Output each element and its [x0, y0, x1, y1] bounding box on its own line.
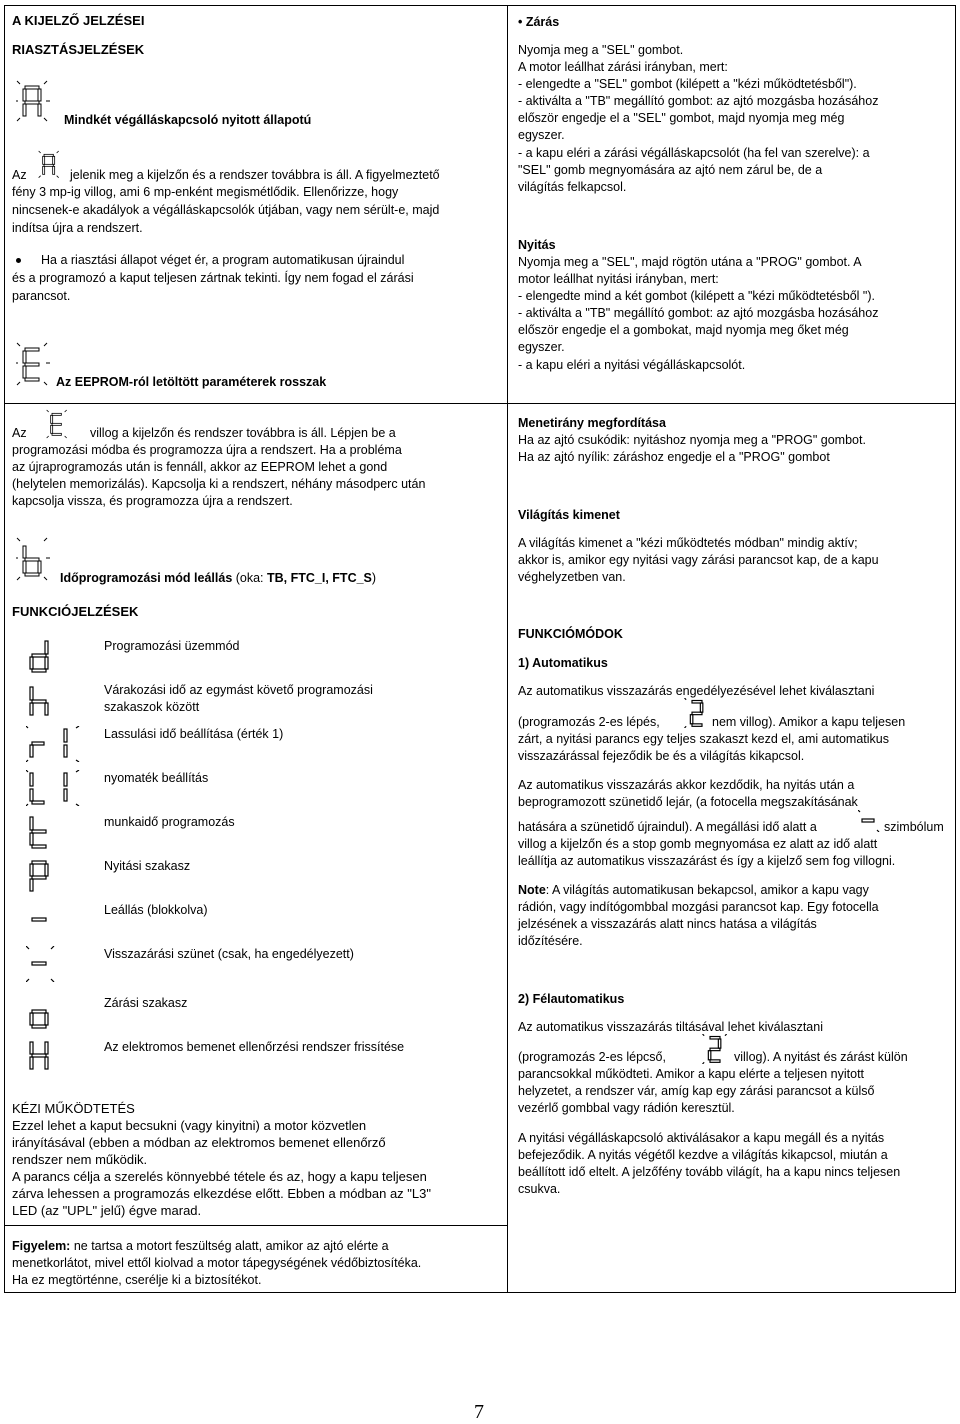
- seven-segment-P-icon: [26, 858, 56, 894]
- alarm3-label: [60, 570, 376, 587]
- light-line: A világítás kimenet a "kézi működtetés módban" mindig aktív;: [518, 536, 858, 550]
- open-line: - elengedte mind a két gombot (kilépett a "kézi működtetésből ").: [518, 289, 875, 303]
- section-divider: [4, 403, 956, 404]
- open-line: először engedje el a gombokat, majd nyomja meg őket még: [518, 323, 849, 337]
- note-line: [518, 882, 869, 899]
- auto-p3-end: leállítja az automatikus visszazárást és így a kijelző sem fog villogni.: [518, 854, 896, 868]
- alarm1-para-prefix: Az: [12, 168, 27, 182]
- reverse-heading: Menetirány megfordítása: [518, 416, 666, 430]
- close-line: - a kapu eléri a zárási végálláskapcsolót (ha fel van szerelve): a: [518, 146, 870, 160]
- function-label: Lassulási idő beállítása (érték 1): [104, 727, 284, 741]
- warning-line: menetkorlátot, mivel ettől kiolvad a motor tápegységének védőbiztosítéka.: [12, 1256, 422, 1270]
- seven-segment-H-icon: [26, 1038, 56, 1074]
- auto-line: Az automatikus visszazárás engedélyezésével lehet kiválasztani: [518, 684, 875, 698]
- warning-bold: Figyelem:: [12, 1239, 71, 1253]
- function-label: Nyitási szakasz: [104, 859, 191, 873]
- seven-segment-A-icon: [38, 150, 62, 180]
- modes-heading: FUNKCIÓMÓDOK: [518, 627, 623, 641]
- semi-p2-line: parancsokkal működteti. Amikor a kapu elérte a teljesen nyitott: [518, 1067, 865, 1081]
- note-text: : A világítás automatikusan bekapcsol, amikor a kapu vagy: [545, 883, 869, 897]
- auto-p3-line: beprogramozott szünetidő lejár, (a fotocella megszakításának: [518, 795, 858, 809]
- open-heading: Nyitás: [518, 238, 556, 252]
- note-line: rádión, vagy indítógombbal mozgási parancsot kap. Egy fotocella: [518, 900, 879, 914]
- light-heading: Világítás kimenet: [518, 508, 620, 522]
- semi-p2-line: vezérlő gombbal vagy rádión keresztül.: [518, 1101, 735, 1115]
- auto-p3-line: Az automatikus visszazárás akkor kezdődik, ha nyitás után a: [518, 778, 855, 792]
- function-label: munkaidő programozás: [104, 815, 235, 829]
- seven-segment-E-icon: [16, 342, 52, 386]
- bullet-line: és a programozó a kaput teljesen zártnak tekinti. Így nem fogad el zárási: [12, 271, 414, 285]
- semi-p2-post: villog). A nyitást és zárást külön: [734, 1050, 908, 1064]
- func-heading: FUNKCIÓJELZÉSEK: [12, 604, 139, 619]
- dash-blink-icon: [858, 810, 880, 832]
- alarm1-para-line: fény 3 mp-ig villog, ami 6 mp-enként megismétlődik. Ellenőrizze, hogy: [12, 185, 399, 199]
- semi-line: Az automatikus visszazárás tiltásával lehet kiválasztani: [518, 1020, 823, 1034]
- open-line: Nyomja meg a "SEL", majd rögtön utána a "PROG" gombot. A: [518, 255, 862, 269]
- open-line: - a kapu eléri a nyitási végálláskapcsolót.: [518, 358, 746, 372]
- page-title: A KIJELZŐ JELZÉSEI: [12, 13, 145, 28]
- manual-line: LED (az "UPL" jelű) égve marad.: [12, 1203, 202, 1218]
- light-line: akkor is, amikor egy nyitási vagy zárási parancsot kap, de a kapu: [518, 553, 879, 567]
- alarm2-para-line: kapcsolja vissza, és programozza újra a rendszert.: [12, 494, 293, 508]
- semi-p2-pre: (programozás 2-es lépcső,: [518, 1050, 666, 1064]
- close-line: - aktiválta a "TB" megállító gombot: az ajtó mozgásba hozásához: [518, 94, 879, 108]
- alarm2-para-line: (helytelen memorizálás). Kapcsolja ki a rendszert, néhány másodperc után: [12, 477, 426, 491]
- seven-segment-dash-icon: [26, 902, 56, 938]
- alarm-heading: RIASZTÁSJELZÉSEK: [12, 42, 145, 57]
- close-line: először engedje el a "SEL" gombot, majd nyomja meg még: [518, 111, 845, 125]
- function-label: Várakozási idő az egymást követő programozási: [104, 683, 373, 697]
- semi-p3-line: A nyitási végálláskapcsoló aktiválásakor a kapu megáll és a nyitás: [518, 1131, 885, 1145]
- bullet-line: parancsot.: [12, 289, 71, 303]
- auto-heading: 1) Automatikus: [518, 656, 608, 670]
- function-label: nyomaték beállítás: [104, 771, 209, 785]
- manual-line: Ezzel lehet a kaput becsukni (vagy kinyitni) a motor közvetlen: [12, 1118, 367, 1133]
- alarm3-label-codes: TB, FTC_I, FTC_S: [267, 571, 372, 585]
- seven-segment-E-icon: [46, 409, 70, 439]
- light-line: véghelyzetben van.: [518, 570, 626, 584]
- semi-p2-line: helyzetet, a rendszer vár, amíg kap egy zárási parancsot a külső: [518, 1084, 875, 1098]
- semi-p3-line: csukva.: [518, 1182, 561, 1196]
- note-line: jelzésének a visszazárás alatt nincs hatása a világítás: [518, 917, 817, 931]
- alarm2-para-line: programozási módba és programozza újra a rendszert. Ha a probléma: [12, 443, 402, 457]
- manual-heading: KÉZI MŰKÖDTETÉS: [12, 1101, 135, 1116]
- close-line: - elengedte a "SEL" gombot (kilépett a "kézi működtetésből").: [518, 77, 857, 91]
- manual-line: zárva lehessen a programozás elkezdése előtt. Ebben a módban az "L3": [12, 1186, 431, 1201]
- alarm3-label-rest: (oka:: [232, 571, 268, 585]
- reverse-line: Ha az ajtó csukódik: nyitáshoz nyomja meg a "PROG" gombot.: [518, 433, 866, 447]
- alarm1-para-line: nincsenek-e akadályok a végálláskapcsolók útjában, vagy nem sérült-e, majd: [12, 203, 440, 217]
- function-label: szakaszok között: [104, 700, 200, 714]
- close-line: "SEL" gomb megnyomására az ajtó nem zárul be, de a: [518, 163, 823, 177]
- auto-p2-line: visszazárással fejeződik be és a világítás kikapcsol.: [518, 749, 805, 763]
- open-line: motor leállhat nyitási irányban, mert:: [518, 272, 719, 286]
- seven-segment-c-icon: [26, 994, 56, 1030]
- seven-segment-b-icon: [16, 537, 52, 581]
- manual-line: irányításával (ebben a módban az elektromos bemenet ellenőrző: [12, 1135, 386, 1150]
- alarm3-label-end: ): [371, 571, 377, 585]
- auto-p2-pre: (programozás 2-es lépés,: [518, 715, 660, 729]
- function-label: Programozási üzemmód: [104, 639, 240, 653]
- seven-segment-r1-icon: [26, 726, 80, 762]
- seven-segment-2-blink-icon: [702, 1034, 728, 1064]
- manual-line: rendszer nem működik.: [12, 1152, 148, 1167]
- auto-p3-end: villog a kijelzőn és a stop gomb megnyomása ez alatt az idő alatt: [518, 837, 878, 851]
- note-bold: Note: [518, 883, 546, 897]
- alarm1-label: Mindkét végálláskapcsoló nyitott állapotú: [64, 113, 312, 127]
- bullet-list-item: [16, 252, 404, 269]
- function-label: Zárási szakasz: [104, 996, 188, 1010]
- seven-segment-L1-icon: [26, 770, 80, 806]
- close-heading: • Zárás: [518, 15, 560, 29]
- function-label: Az elektromos bemenet ellenőrzési rendszer frissítése: [104, 1040, 405, 1054]
- bullet-icon: [16, 258, 21, 263]
- semi-p3-line: beállított idő eltelt. A jelzőfény tovább világít, ha a kapu nincs teljesen: [518, 1165, 901, 1179]
- auto-p2-post: nem villog). Amikor a kapu teljesen: [712, 715, 906, 729]
- function-label: Visszazárási szünet (csak, ha engedélyezett): [104, 947, 354, 961]
- close-line: A motor leállhat zárási irányban, mert:: [518, 60, 728, 74]
- seven-segment-d-icon: [26, 638, 56, 674]
- seven-segment-dash-blink-icon: [26, 946, 56, 982]
- alarm2-label: Az EEPROM-ról letöltött paraméterek rosszak: [56, 375, 327, 389]
- close-line: Nyomja meg a "SEL" gombot.: [518, 43, 684, 57]
- manual-line: A parancs célja a szerelés könnyebbé tétele és az, hogy a kapu teljesen: [12, 1169, 427, 1184]
- bullet-text: Ha a riasztási állapot véget ér, a program automatikusan újraindul: [41, 253, 405, 267]
- note-line: időzítésére.: [518, 934, 583, 948]
- reverse-line: Ha az ajtó nyílik: záráshoz engedje el a "PROG" gombot: [518, 450, 830, 464]
- alarm2-para-prefix: Az: [12, 426, 27, 440]
- open-line: egyszer.: [518, 340, 565, 354]
- warning-divider: [4, 1225, 508, 1226]
- alarm1-para-rest: jelenik meg a kijelzőn és a rendszer továbbra is áll. A figyelmeztető: [70, 168, 440, 182]
- close-line: egyszer.: [518, 128, 565, 142]
- auto-p3-pre: hatására a szünetidő újraindul). A megállási idő alatt a: [518, 820, 817, 834]
- function-label: Leállás (blokkolva): [104, 903, 208, 917]
- column-divider: [507, 5, 508, 1293]
- semi-p3-line: befejeződik. A nyitás végétől kezdve a világítás kikapcsol, miután a: [518, 1148, 888, 1162]
- page-number: 7: [474, 1401, 484, 1423]
- warning-text: ne tartsa a motort feszültség alatt, amikor az ajtó elérte a: [70, 1239, 389, 1253]
- auto-p3-post: szimbólum: [884, 820, 944, 834]
- seven-segment-t-icon: [26, 814, 56, 850]
- close-line: világítás felkapcsol.: [518, 180, 627, 194]
- seven-segment-2-icon: [684, 698, 710, 728]
- alarm3-label-bold: Időprogramozási mód leállás: [60, 571, 233, 585]
- warning-line: [12, 1238, 389, 1255]
- alarm1-para-line: indítsa újra a rendszert.: [12, 221, 143, 235]
- seven-segment-A-icon: [16, 80, 52, 124]
- alarm2-para-rest: villog a kijelzőn és rendszer továbbra is áll. Lépjen be a: [90, 426, 396, 440]
- warning-line: Ha ez megtörténne, cserélje ki a biztosítékot.: [12, 1273, 262, 1287]
- auto-p2-line: zárt, a nyitási parancs egy teljes szakaszt kezd el, ami automatikus: [518, 732, 889, 746]
- open-line: - aktiválta a "TB" megállító gombot: az ajtó mozgásba hozásához: [518, 306, 879, 320]
- semi-heading: 2) Félautomatikus: [518, 992, 625, 1006]
- alarm2-para-line: az újraprogramozás után is fennáll, akkor az EEPROM lehet a gond: [12, 460, 388, 474]
- seven-segment-h-icon: [26, 684, 56, 720]
